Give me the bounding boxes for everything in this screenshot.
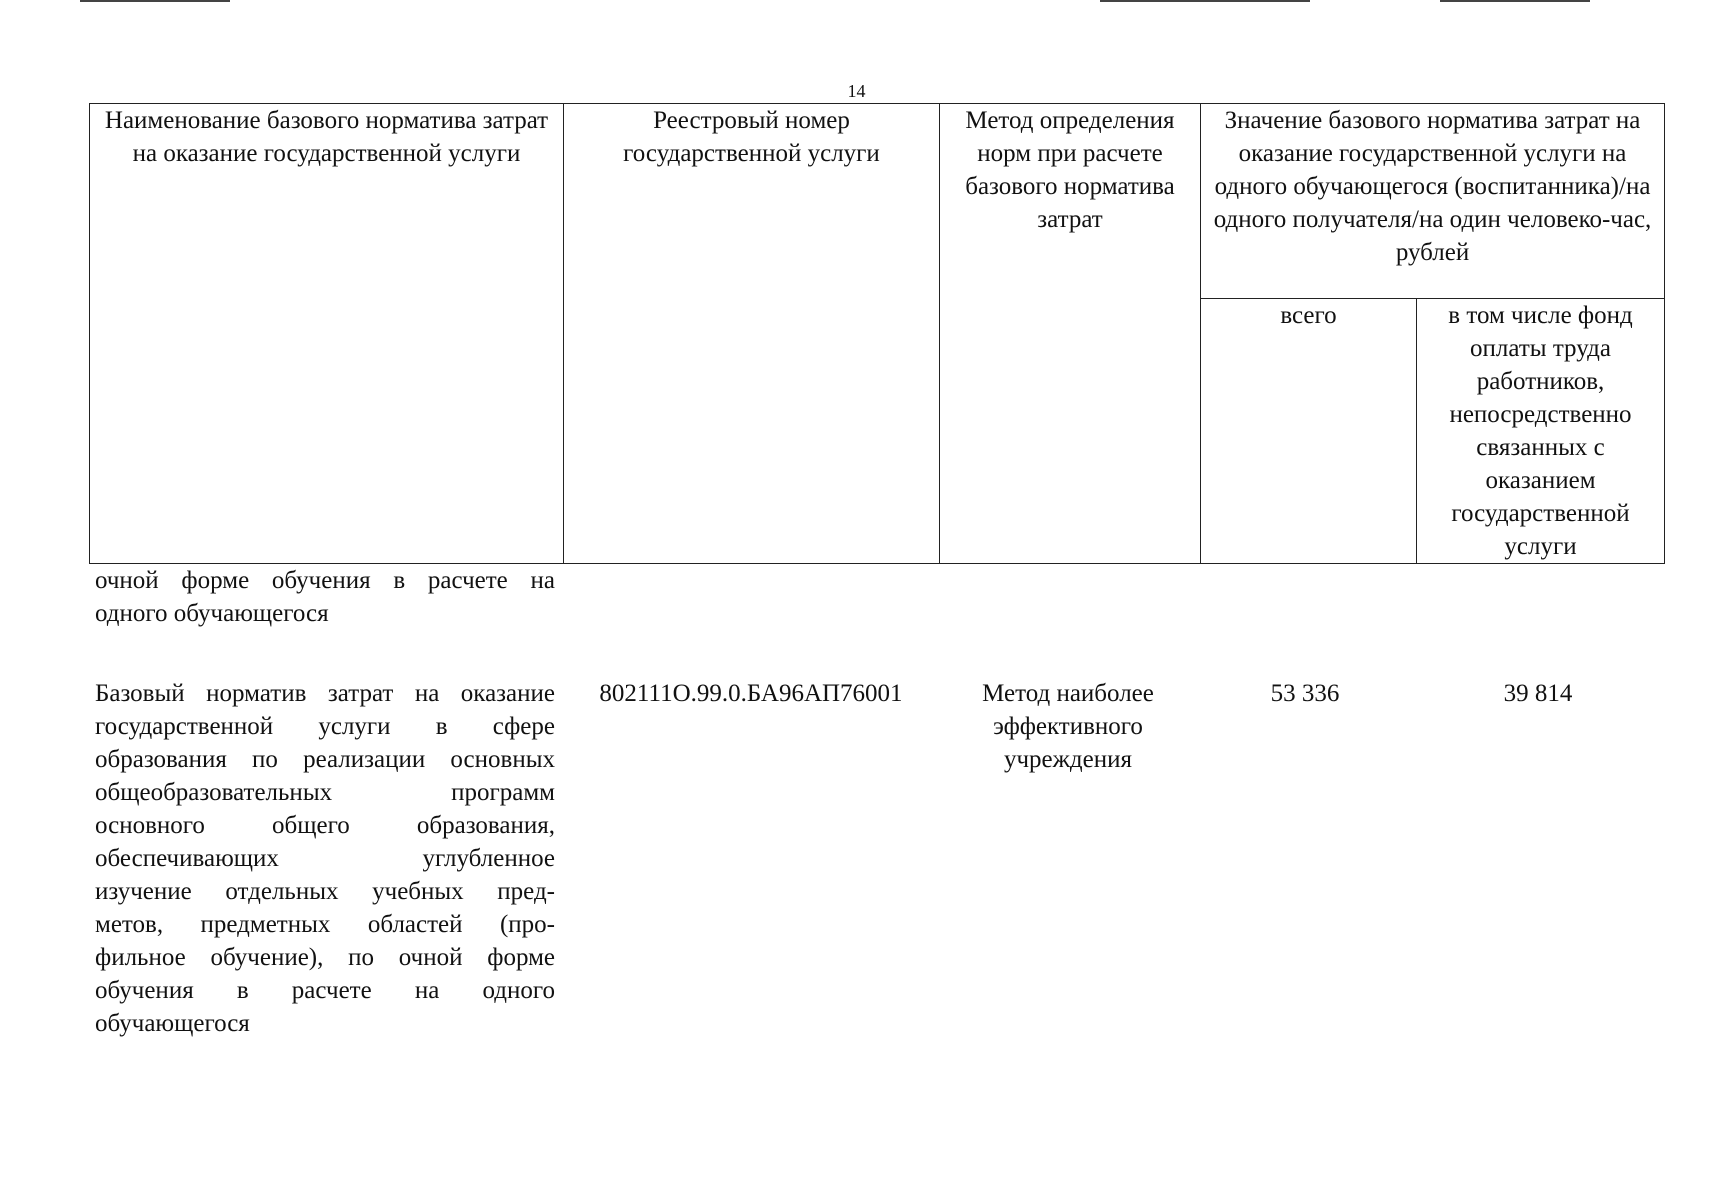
- continuation-line: одного обучающегося: [95, 600, 329, 627]
- row-total-cell: 53 336: [1270, 680, 1340, 707]
- page-number: 14: [847, 81, 866, 101]
- header-cell-payroll: в том числе фонд оплаты труда работников, непосредственно связанных с оказанием государственной услуги: [1417, 299, 1665, 564]
- row-payroll-cell: 39 814: [1503, 680, 1573, 707]
- header-cell-name: Наименование базового норматива затрат на оказание государственной услуги: [90, 104, 564, 564]
- row-name-line: обучения в расчете на одного: [95, 977, 555, 1004]
- row-name-line: изучение отдельных учебных пред-: [95, 878, 555, 905]
- continuation-text: [95, 564, 555, 630]
- header-cell-method: Метод определения норм при расчете базового норматива затрат: [940, 104, 1201, 564]
- row-name-line: фильное обучение), по очной форме: [95, 944, 555, 971]
- scan-edge-mark: [1440, 0, 1590, 2]
- scan-edge-mark: [1100, 0, 1310, 2]
- header-cell-registry: Реестровый номер государственной услуги: [564, 104, 940, 564]
- row-registry-cell: 802111О.99.0.БА96АП76001: [599, 680, 903, 707]
- row-name-cell: [95, 677, 555, 1040]
- header-cell-value-group: Значение базового норматива затрат на оказание государственной услуги на одного обучающегося (воспитанника)/на одного получателя/на один человеко-час, рублей: [1201, 104, 1665, 299]
- row-name-line: общеобразовательных программ: [95, 779, 555, 806]
- row-name-line: обучающегося: [95, 1010, 250, 1037]
- row-method-cell: Метод наиболее эффективного учреждения: [982, 680, 1154, 773]
- header-table: [89, 103, 1665, 564]
- row-name-line: образования по реализации основных: [95, 746, 555, 773]
- header-cell-total: всего: [1201, 299, 1417, 564]
- row-name-line: метов, предметных областей (про-: [95, 911, 555, 938]
- row-name-line: обеспечивающих углубленное: [95, 845, 555, 872]
- continuation-line: очной форме обучения в расчете на: [95, 567, 555, 594]
- scan-edge-mark: [80, 0, 230, 2]
- row-name-line: основного общего образования,: [95, 812, 555, 839]
- row-name-line: государственной услуги в сфере: [95, 713, 555, 740]
- row-name-line: Базовый норматив затрат на оказание: [95, 680, 555, 707]
